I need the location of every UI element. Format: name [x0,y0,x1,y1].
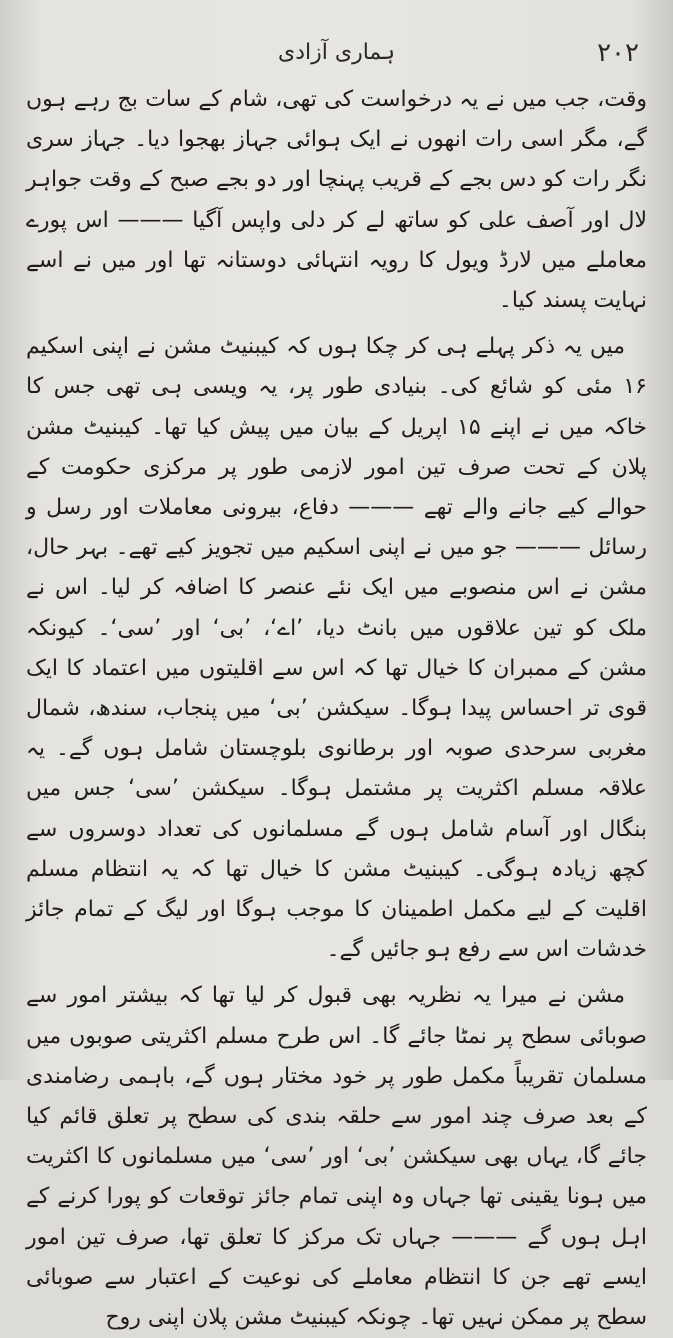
paragraph-2: میں یہ ذکر پہلے ہی کر چکا ہوں کہ کیبنیٹ مشن نے اپنی اسکیم ۱۶ مئی کو شائع کی۔ بنیادی طور پر، یہ ویسی ہی تھی جس کا خاکہ میں نے اپنے ۱۵ اپریل کے بیان میں پیش کیا تھا۔ کیبنیٹ مشن پلان کے تحت صرف تین امور لازمی طور پر مرکزی حکومت کے حوالے کیے جانے والے تھے ——— دفاع، بیرونی معاملات اور رسل و رسائل ——— جو میں نے اپنی اسکیم میں تجویز کیے تھے۔ بہر حال، مشن نے اس منصوبے میں ایک نئے عنصر کا اضافہ کر لیا۔ اس نے ملک کو تین علاقوں میں بانٹ دیا، ’اے‘، ’بی‘ اور ’سی‘۔ کیونکہ مشن کے ممبران کا خیال تھا کہ اس سے اقلیتوں میں اعتماد کا ایک قوی تر احساس پیدا ہوگا۔ سیکشن ’بی‘ میں پنجاب، سندھ، شمال مغربی سرحدی صوبہ اور برطانوی بلوچستان شامل ہوں گے۔ یہ علاقہ مسلم اکثریت پر مشتمل ہوگا۔ سیکشن ’سی‘ جس میں بنگال اور آسام شامل ہوں گے مسلمانوں کی تعداد دوسروں سے کچھ زیادہ ہوگی۔ کیبنیٹ مشن کا خیال تھا کہ یہ انتظام مسلم اقلیت کے لیے مکمل اطمینان کا موجب ہوگا اور لیگ کے تمام جائز خدشات اس سے رفع ہو جائیں گے۔ [26,334,647,963]
paragraph-1: وقت، جب میں نے یہ درخواست کی تھی، شام کے سات بج رہے ہوں گے، مگر اسی رات انھوں نے ایک ہوائی جہاز بھجوا دیا۔ جہاز سری نگر رات کو دس بجے کے قریب پہنچا اور دو بجے صبح کے وقت جواہر لال اور آصف علی کو ساتھ لے کر دلی واپس آگیا ——— اس پورے معاملے میں لارڈ ویول کا رویہ انتہائی دوستانہ تھا اور میں نے اسے نہایت پسند کیا۔ [26,87,647,314]
page-header [28,36,645,76]
page-number: ۲۰۲ [597,38,639,68]
page-body-text [26,80,647,1331]
running-title: ہماری آزادی [277,40,396,65]
paragraph-3: مشن نے میرا یہ نظریہ بھی قبول کر لیا تھا کہ بیشتر امور سے صوبائی سطح پر نمٹا جائے گا۔ اس طرح مسلم اکثریتی صوبوں میں مسلمان تقریباً مکمل طور پر خود مختار ہوں گے، باہمی رضامندی کے بعد صرف چند امور سے حلقہ بندی کی سطح پر تعلق قائم کیا جائے گا، یہاں بھی سیکشن ’بی‘ اور ’سی‘ میں مسلمانوں کا اکثریت میں ہونا یقینی تھا جہاں وہ اپنی تمام جائز توقعات کو پورا کرنے کے اہل ہوں گے ——— جہاں تک مرکز کا تعلق تھا، صرف تین امور ایسے تھے جن کا انتظام معاملے کی نوعیت کے اعتبار سے صوبائی سطح پر ممکن نہیں تھا۔ چونکہ کیبنیٹ مشن پلان اپنی روح [26,983,647,1331]
